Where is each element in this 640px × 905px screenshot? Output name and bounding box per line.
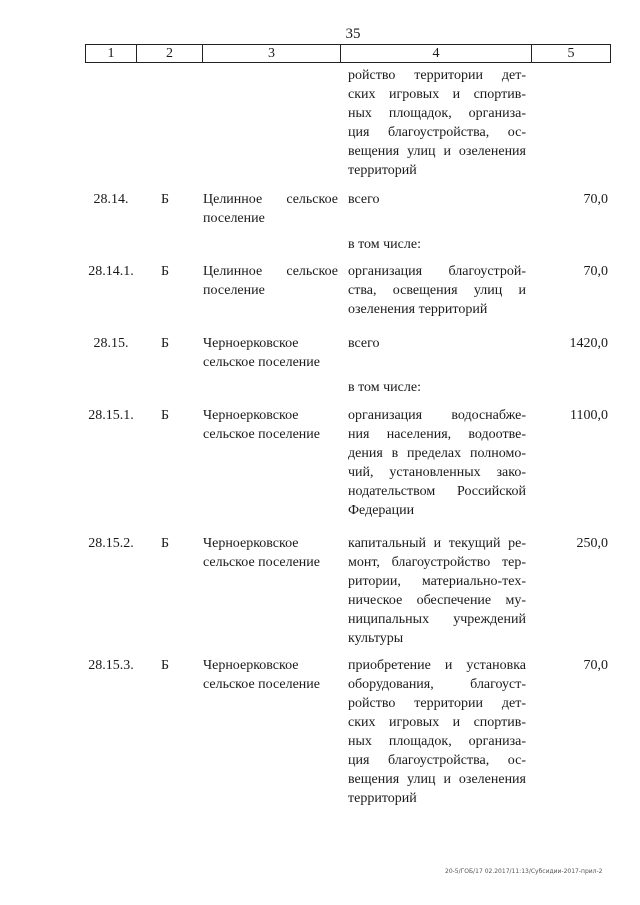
description-line: ских игровых и спортив- — [348, 715, 526, 730]
settlement-line: Целинное сельское — [203, 192, 338, 207]
description-line: монт, благоустройство тер- — [348, 555, 526, 570]
description-line: нодательством Российской — [348, 484, 526, 499]
description-line: ническое обеспечение му- — [348, 593, 526, 608]
description-line: всего — [348, 192, 380, 207]
settlement-line: сельское поселение — [203, 677, 320, 692]
description-line: ция благоустройства, ос- — [348, 753, 526, 768]
row-number: 28.15.2. — [88, 536, 134, 551]
row-category: Б — [160, 264, 170, 279]
row-description — [348, 334, 526, 353]
settlement-line: поселение — [203, 211, 265, 226]
header-col-4: 4 — [341, 45, 532, 62]
row-category: Б — [160, 408, 170, 423]
row-amount: 1420,0 — [569, 336, 608, 351]
row-number: 28.14. — [93, 192, 129, 207]
header-col-5: 5 — [567, 46, 575, 61]
settlement-line: сельское поселение — [203, 355, 320, 370]
row-settlement — [203, 262, 338, 300]
description-line: чий, установленных зако- — [348, 465, 526, 480]
row-settlement — [203, 406, 338, 444]
row-category: Б — [160, 192, 170, 207]
continuation-line: ных площадок, организа- — [348, 106, 526, 121]
footer-file-stamp: 20-5/ГОБ/17 02.2017/11:13/Субсидии-2017-прил-2 — [445, 868, 603, 875]
settlement-line: сельское поселение — [203, 555, 320, 570]
row-description — [348, 406, 526, 520]
description-line: организация водоснабже- — [348, 408, 526, 423]
description-line: Федерации — [348, 503, 415, 518]
continuation-text — [348, 66, 526, 180]
header-col-1: 1 — [86, 45, 137, 62]
row-amount: 70,0 — [583, 192, 608, 207]
row-description — [348, 656, 526, 808]
row-number: 28.15.3. — [88, 658, 134, 673]
row-category: Б — [160, 536, 170, 551]
header-col-2: 2 — [137, 45, 203, 62]
row-description — [348, 190, 526, 209]
settlement-line: Черноерковское — [203, 408, 299, 423]
description-line: ритории, материально-тех- — [348, 574, 526, 589]
row-amount: 250,0 — [576, 536, 608, 551]
description-line: ния населения, водоотве- — [348, 427, 526, 442]
description-line: всего — [348, 336, 380, 351]
description-line: ниципальных учреждений — [348, 612, 526, 627]
row-description — [348, 534, 526, 648]
header-col-3: 3 — [203, 45, 341, 62]
row-settlement — [203, 656, 338, 694]
row-amount: 70,0 — [583, 264, 608, 279]
row-settlement — [203, 334, 338, 372]
description-line: культуры — [348, 631, 404, 646]
description-line: приобретение и установка — [348, 658, 526, 673]
continuation-line: ских игровых и спортив- — [348, 87, 526, 102]
description-line: территорий — [348, 791, 417, 806]
description-line: озеленения территорий — [348, 302, 488, 317]
row-description — [348, 262, 526, 319]
description-line: ных площадок, организа- — [348, 734, 526, 749]
row-amount: 1100,0 — [570, 408, 608, 423]
continuation-line: ройство территории дет- — [348, 68, 526, 83]
settlement-line: Черноерковское — [203, 658, 299, 673]
settlement-line: Целинное сельское — [203, 264, 338, 279]
row-category: Б — [160, 658, 170, 673]
table-header — [85, 44, 611, 63]
row-settlement — [203, 190, 338, 228]
settlement-line: Черноерковское — [203, 536, 299, 551]
continuation-line: территорий — [348, 163, 417, 178]
description-line: оборудования, благоуст- — [348, 677, 526, 692]
description-line: дения в пределах полномо- — [348, 446, 526, 461]
row-note: в том числе: — [348, 237, 421, 252]
row-number: 28.15.1. — [88, 408, 134, 423]
description-line: организация благоустрой- — [348, 264, 526, 279]
row-number: 28.15. — [93, 336, 129, 351]
continuation-line: ция благоустройства, ос- — [348, 125, 526, 140]
description-line: вещения улиц и озеленения — [348, 772, 526, 787]
settlement-line: сельское поселение — [203, 427, 320, 442]
description-line: ройство территории дет- — [348, 696, 526, 711]
description-line: ства, освещения улиц и — [348, 283, 526, 298]
page-number: 35 — [345, 26, 361, 42]
continuation-line: вещения улиц и озеленения — [348, 144, 526, 159]
settlement-line: поселение — [203, 283, 265, 298]
row-number: 28.14.1. — [88, 264, 134, 279]
row-note: в том числе: — [348, 380, 421, 395]
description-line: капитальный и текущий ре- — [348, 536, 526, 551]
settlement-line: Черноерковское — [203, 336, 299, 351]
row-settlement — [203, 534, 338, 572]
row-category: Б — [160, 336, 170, 351]
row-amount: 70,0 — [583, 658, 608, 673]
